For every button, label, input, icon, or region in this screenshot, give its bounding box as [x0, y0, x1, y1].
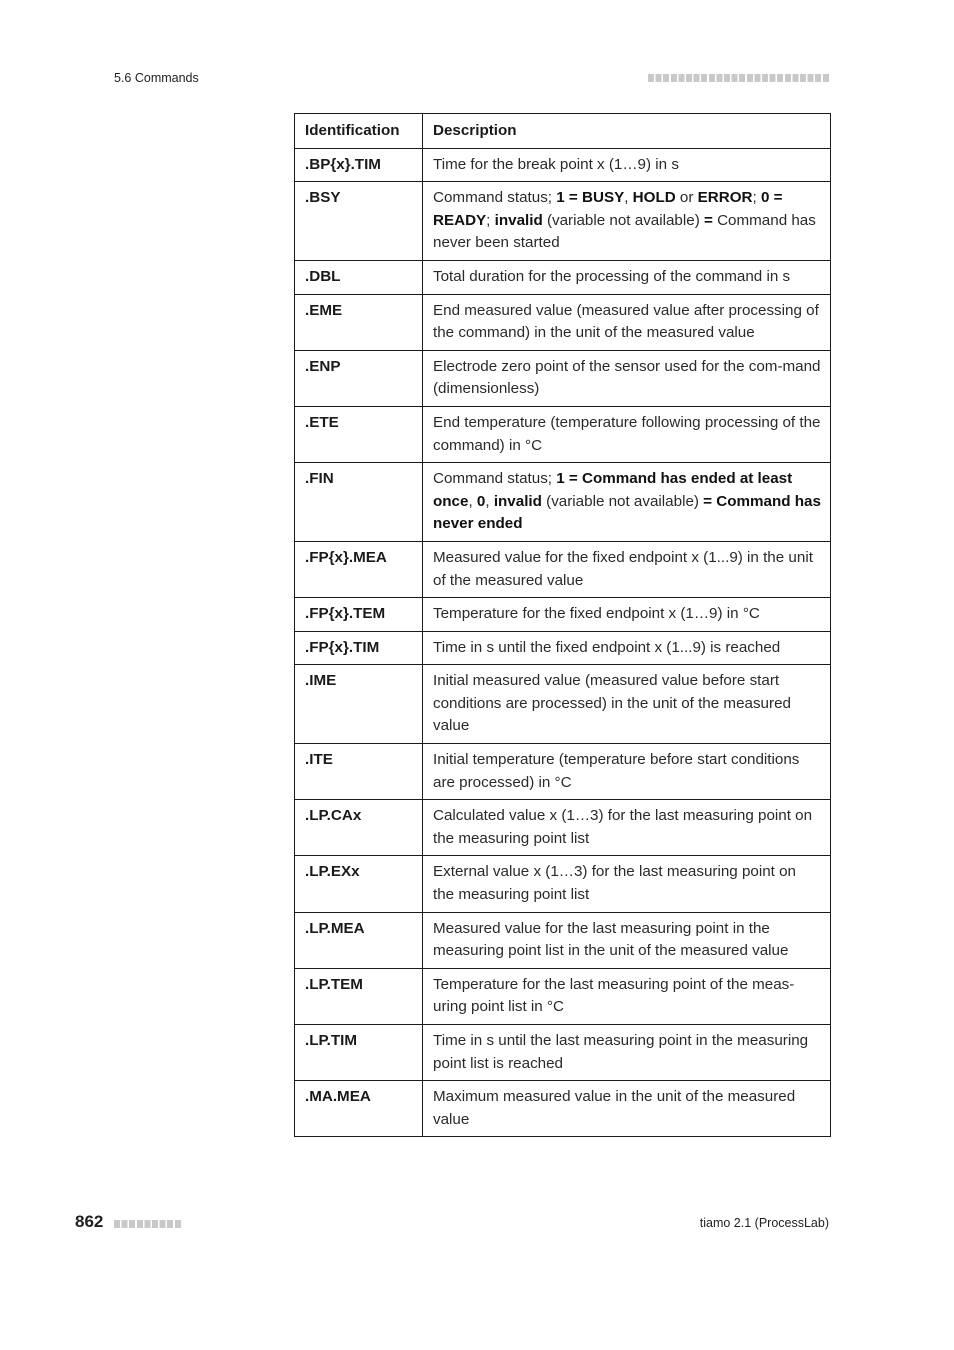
table-header-row: [295, 114, 831, 149]
description-text: Measured value for the fixed endpoint x (1...9) in the unit of the measured value: [433, 548, 813, 589]
identification-cell: .MA.MEA: [295, 1081, 423, 1137]
description-text: Initial measured value (measured value before start conditions are processed) in the unit of the measured value: [433, 672, 791, 735]
description-text: ,: [468, 492, 477, 510]
table-row: [295, 631, 831, 665]
description-text: Temperature for the last measuring point of the meas-uring point list in °C: [433, 975, 795, 1016]
identification-cell: .BP{x}.TIM: [295, 148, 423, 182]
description-text: or: [675, 189, 698, 207]
description-cell: [423, 1081, 831, 1137]
identification-cell: .EME: [295, 294, 423, 350]
identification-cell: .LP.TIM: [295, 1025, 423, 1081]
description-emphasis: 1 = Command has ended at least once: [433, 470, 793, 510]
identification-cell: .IME: [295, 665, 423, 744]
table-body: [295, 148, 831, 1137]
identification-cell: .ENP: [295, 350, 423, 406]
column-header-description: Description: [423, 114, 831, 149]
description-text: Maximum measured value in the unit of the measured value: [433, 1088, 796, 1128]
table-row: [295, 800, 831, 856]
identification-cell: .ETE: [295, 406, 423, 462]
table-row: [295, 598, 831, 632]
identification-cell: .FP{x}.MEA: [295, 541, 423, 597]
description-text: Calculated value x (1…3) for the last measuring point on the measuring point list: [433, 807, 813, 847]
table-row: [295, 182, 831, 261]
table-row: [295, 1025, 831, 1081]
identification-cell: .ITE: [295, 744, 423, 800]
description-text: Initial temperature (temperature before start conditions are processed) in °C: [433, 751, 800, 791]
table-row: [295, 856, 831, 912]
commands-table: [294, 113, 831, 1137]
column-header-identification: Identification: [295, 114, 423, 149]
description-cell: [423, 1025, 831, 1081]
description-cell: [423, 598, 831, 632]
identification-cell: .LP.EXx: [295, 856, 423, 912]
description-text: End measured value (measured value after processing of the command) in the unit of the measured value: [433, 301, 819, 342]
description-emphasis: invalid: [494, 211, 543, 229]
description-cell: [423, 406, 831, 462]
table-row: [295, 665, 831, 744]
identification-cell: .LP.TEM: [295, 968, 423, 1024]
description-text: Time in s until the last measuring point in the measuring point list is reached: [433, 1032, 809, 1072]
running-header-section: 5.6 Commands: [114, 71, 199, 85]
description-text: ;: [752, 189, 761, 207]
description-text: ,: [624, 189, 633, 207]
description-emphasis: HOLD: [632, 189, 676, 207]
description-text: Time in s until the fixed endpoint x (1...9) is reached: [433, 638, 781, 656]
description-text: Total duration for the processing of the command in s: [433, 267, 791, 285]
identification-cell: .LP.CAx: [295, 800, 423, 856]
identification-cell: .LP.MEA: [295, 912, 423, 968]
table-row: [295, 744, 831, 800]
description-text: External value x (1…3) for the last measuring point on the measuring point list: [433, 863, 796, 904]
page-number: 862: [75, 1212, 104, 1231]
table-row: [295, 350, 831, 406]
description-text: (variable not available): [542, 211, 704, 229]
identification-cell: .BSY: [295, 182, 423, 261]
description-cell: [423, 463, 831, 542]
description-cell: [423, 912, 831, 968]
table-row: [295, 260, 831, 294]
description-text: (variable not available): [541, 492, 704, 510]
description-text: Temperature for the fixed endpoint x (1…9) in °C: [433, 605, 760, 623]
description-cell: [423, 260, 831, 294]
description-emphasis: =: [703, 211, 713, 229]
description-text: Command status;: [433, 189, 557, 207]
identification-cell: .FP{x}.TEM: [295, 598, 423, 632]
description-emphasis: = Command has never ended: [433, 492, 821, 533]
description-emphasis: 0: [476, 492, 486, 510]
description-text: Measured value for the last measuring point in the measuring point list in the unit of the measured value: [433, 919, 789, 960]
description-text: Command has never been started: [433, 211, 816, 252]
table-row: [295, 541, 831, 597]
table-row: [295, 968, 831, 1024]
description-text: Electrode zero point of the sensor used for the com-mand (dimensionless): [433, 357, 821, 398]
description-cell: [423, 182, 831, 261]
description-cell: [423, 148, 831, 182]
description-cell: [423, 541, 831, 597]
identification-cell: .FIN: [295, 463, 423, 542]
description-cell: [423, 800, 831, 856]
product-name: tiamo 2.1 (ProcessLab): [699, 1216, 829, 1230]
description-cell: [423, 665, 831, 744]
description-text: ,: [485, 492, 494, 510]
description-cell: [423, 744, 831, 800]
description-cell: [423, 856, 831, 912]
description-text: Command status;: [433, 470, 557, 488]
identification-cell: .DBL: [295, 260, 423, 294]
description-cell: [423, 294, 831, 350]
header-decoration: [648, 74, 829, 82]
description-emphasis: 0 = READY: [433, 189, 783, 229]
description-text: ;: [486, 211, 495, 229]
description-text: End temperature (temperature following processing of the command) in °C: [433, 413, 821, 454]
table-row: [295, 912, 831, 968]
table-row: [295, 463, 831, 542]
description-text: Time for the break point x (1…9) in s: [433, 155, 679, 173]
footer-decoration: [114, 1220, 182, 1228]
table-row: [295, 1081, 831, 1137]
table-row: [295, 294, 831, 350]
description-emphasis: 1 = BUSY: [556, 189, 625, 207]
description-cell: [423, 350, 831, 406]
description-cell: [423, 968, 831, 1024]
table-row: [295, 406, 831, 462]
table-row: [295, 148, 831, 182]
description-emphasis: ERROR: [697, 189, 753, 207]
identification-cell: .FP{x}.TIM: [295, 631, 423, 665]
description-cell: [423, 631, 831, 665]
description-emphasis: invalid: [493, 492, 542, 510]
